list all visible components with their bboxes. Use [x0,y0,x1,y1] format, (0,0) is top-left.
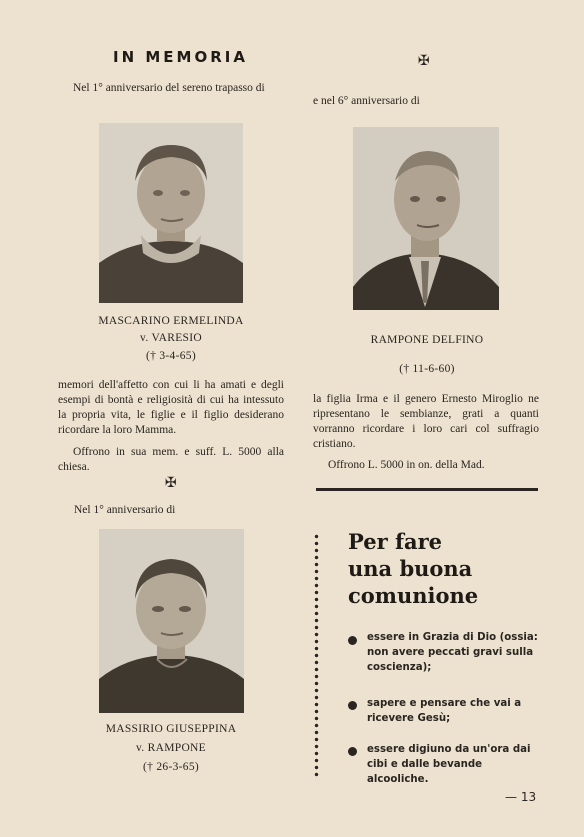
box-bullet: essere digiuno da un'ora dai cibi e dalle bevande alcooliche. [367,744,531,785]
entry1-intro: Nel 1° anniversario del sereno trapasso di [73,82,265,94]
entry2-intro: Nel 1° anniversario di [74,504,176,516]
box-title-line: Per fare [348,529,443,554]
cross-icon: ✠ [165,475,177,491]
portrait-photo-massirio [99,529,244,713]
entry1-date: († 3-4-65) [146,350,196,362]
divider-rule [316,488,538,491]
cross-icon: ✠ [418,53,430,69]
box-title-line: comunione [348,583,479,608]
entry1-name: MASCARINO ERMELINDA [98,315,244,327]
portrait-photo-mascarino [99,123,243,303]
entry1-offering: Offrono in sua mem. e suff. L. 5000 alla chiesa. [58,446,284,473]
entry1-maiden-name: v. VARESIO [140,332,202,344]
entry3-intro: e nel 6° anniversario di [313,95,420,107]
box-bullet: sapere e pensare che vai a ricevere Gesù; [367,698,522,724]
portrait-photo-rampone [353,127,499,310]
bullet-dot-icon [348,636,357,645]
box-title [348,528,478,609]
decorative-dotted-border [313,533,320,779]
entry3-offering: Offrono L. 5000 in on. della Mad. [328,459,485,471]
page-number: — 13 [505,790,537,804]
entry2-name: MASSIRIO GIUSEPPINA [105,723,237,735]
bullet-dot-icon [348,747,357,756]
entry2-date: († 26-3-65) [143,761,199,773]
section-heading: IN MEMORIA [113,48,248,66]
entry3-name: RAMPONE DELFINO [370,334,484,346]
entry1-text: memori dell'affetto con cui li ha amati e degli esempi di bontà e religiosità di cui ha intessuto la propria vita, le figlie e il figlio desiderano ricordare la loro Mamma. [58,379,284,436]
box-title-line: una buona [348,556,473,581]
bullet-dot-icon [348,701,357,710]
entry2-maiden-name: v. RAMPONE [136,742,206,754]
entry3-date: († 11-6-60) [399,363,455,375]
entry3-text: la figlia Irma e il genero Ernesto Miroglio ne ripresentano le sembianze, grati a quanti vorranno ricordare i loro cari col suffragio cristiano. [313,393,539,450]
box-bullet: essere in Grazia di Dio (ossia: non avere peccati gravi sulla coscienza); [367,632,538,673]
